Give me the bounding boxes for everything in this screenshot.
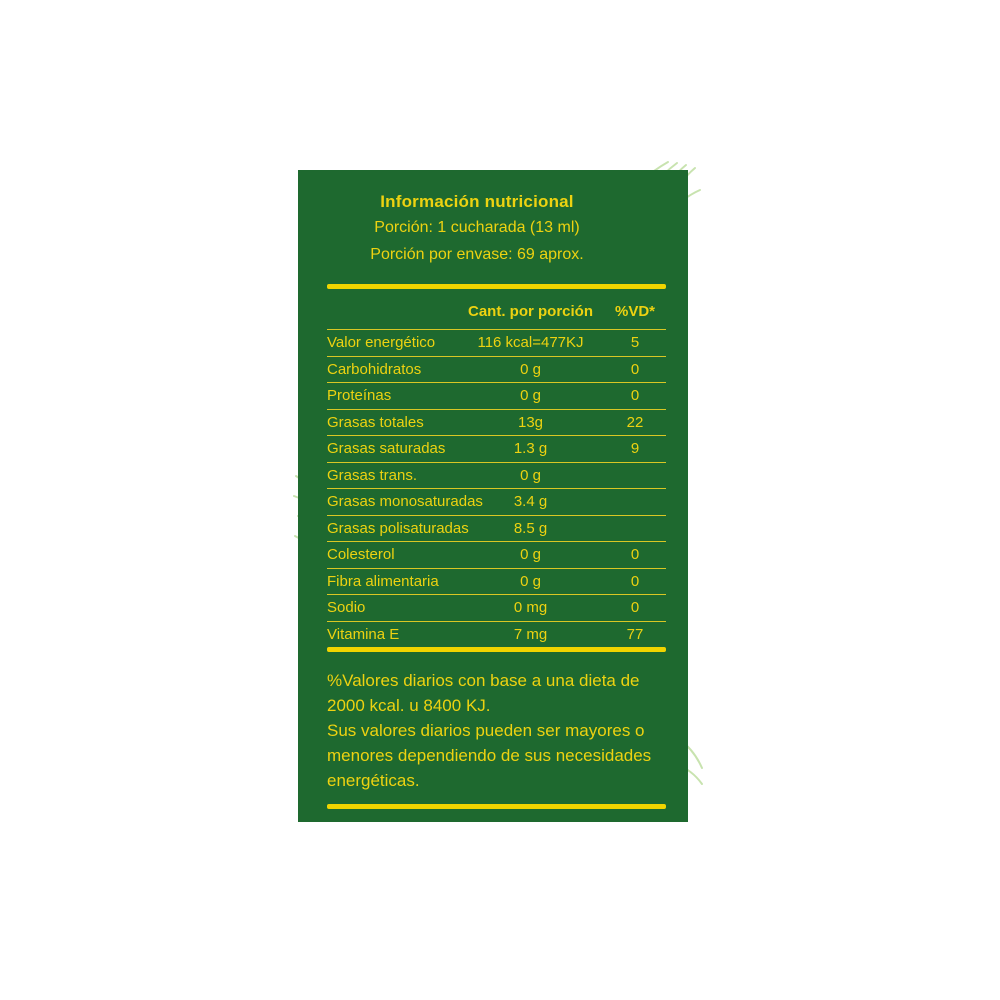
nutrient-row (327, 489, 666, 516)
nutrient-amount: 0 g (520, 572, 541, 590)
nutrient-amount: 7 mg (513, 625, 548, 643)
nutrient-row (327, 357, 666, 384)
nutrient-dv (604, 463, 666, 489)
nutrient-name: Proteínas (327, 387, 392, 404)
nutrient-dv: 5 (630, 334, 640, 351)
footnote-line: 2000 kcal. u 8400 KJ. (327, 696, 491, 715)
nutrient-dv: 9 (630, 440, 640, 457)
nutrient-amount: 1.3 g (513, 440, 548, 457)
nutrient-dv: 22 (626, 413, 644, 431)
nutrient-amount: 0 g (520, 387, 541, 404)
nutrient-dv: 77 (626, 625, 644, 643)
nutrient-dv (604, 489, 666, 515)
nutrient-row (327, 436, 666, 463)
nutrient-dv: 0 (630, 387, 640, 404)
nutrient-name: Sodio (327, 599, 366, 616)
nutrient-name: Grasas totales (327, 413, 424, 431)
nutrient-name: Colesterol (327, 546, 395, 563)
nutrient-amount: 3.4 g (513, 493, 548, 510)
serving-size-line: Porción: 1 cucharada (13 ml) (374, 219, 580, 236)
nutrient-row (327, 622, 666, 648)
nutrient-row (327, 410, 666, 437)
footnote-line: energéticas. (327, 771, 420, 790)
nutrient-name: Fibra alimentaria (327, 572, 439, 590)
nutrient-dv: 0 (630, 546, 640, 563)
header-amount-label: Cant. por porción (468, 303, 593, 320)
footnote-line: Sus valores diarios pueden ser mayores o (327, 721, 645, 740)
nutrient-dv: 0 (630, 572, 640, 590)
footnote-line: menores dependiendo de sus necesidades (327, 746, 652, 765)
nutrient-row (327, 330, 666, 357)
nutrient-name: Grasas monosaturadas (327, 493, 483, 510)
nutrient-row (327, 595, 666, 622)
footnote (327, 668, 666, 793)
separator-rule-middle (327, 647, 666, 652)
nutrient-table-body (327, 330, 666, 647)
panel-heading (298, 170, 688, 268)
nutrient-name: Grasas polisaturadas (327, 519, 469, 537)
nutrient-dv: 0 (630, 360, 640, 378)
table-header (327, 289, 666, 330)
nutrient-name: Grasas saturadas (327, 440, 446, 457)
nutrient-name: Vitamina E (327, 625, 400, 643)
header-spacer (327, 303, 457, 320)
nutrient-row (327, 542, 666, 569)
servings-per-container-line: Porción por envase: 69 aprox. (370, 246, 584, 263)
panel-title: Información nutricional (380, 192, 574, 211)
header-dv-label: %VD* (614, 303, 655, 320)
footnote-line: %Valores diarios con base a una dieta de (327, 671, 640, 690)
nutrient-row (327, 569, 666, 596)
nutrient-row (327, 383, 666, 410)
nutrient-amount: 13g (517, 413, 544, 431)
nutrient-dv: 0 (630, 599, 640, 616)
nutrient-amount: 0 g (520, 546, 541, 563)
nutrient-amount: 0 g (520, 360, 541, 378)
nutrition-panel (298, 170, 688, 822)
nutrient-amount: 116 kcal=477KJ (477, 334, 584, 351)
nutrient-amount: 0 g (520, 466, 541, 484)
nutrient-amount: 0 mg (513, 599, 548, 616)
separator-rule-bottom (327, 804, 666, 809)
panel-content (327, 284, 666, 809)
nutrient-amount: 8.5 g (513, 519, 548, 537)
nutrient-dv (604, 516, 666, 542)
nutrient-row (327, 516, 666, 543)
nutrient-name: Carbohidratos (327, 360, 422, 378)
nutrient-name: Grasas trans. (327, 466, 418, 484)
nutrient-name: Valor energético (327, 334, 436, 351)
nutrient-row (327, 463, 666, 490)
